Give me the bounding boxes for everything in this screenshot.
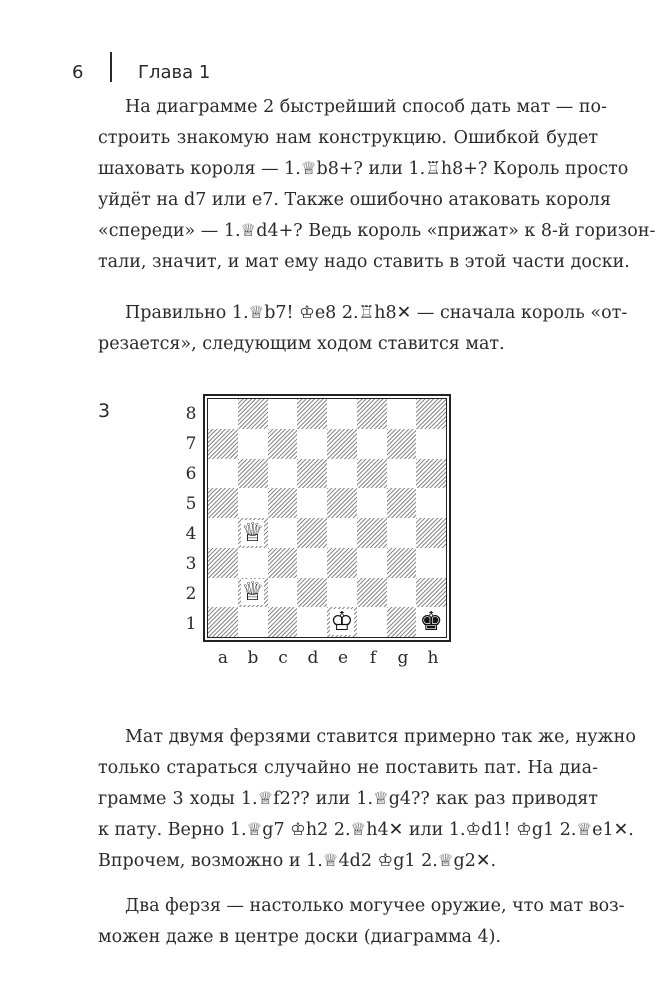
square-d4 bbox=[297, 518, 327, 548]
square-f1 bbox=[357, 607, 387, 637]
square-d3 bbox=[297, 548, 327, 578]
white-queen-b4-icon: ♕ bbox=[240, 517, 265, 548]
square-f4 bbox=[357, 518, 387, 548]
paragraph-2 bbox=[98, 298, 628, 360]
square-c7 bbox=[268, 429, 298, 459]
rank-label: 2 bbox=[185, 584, 197, 604]
rank-label: 5 bbox=[185, 494, 197, 514]
text-line: можен даже в центре доски (диаграмма 4). bbox=[98, 927, 502, 947]
page-number: 6 bbox=[72, 62, 84, 83]
square-a7 bbox=[208, 429, 238, 459]
square-e5 bbox=[327, 488, 357, 518]
square-g4 bbox=[387, 518, 417, 548]
file-label: h bbox=[427, 648, 439, 668]
square-h3 bbox=[416, 548, 446, 578]
rank-label: 6 bbox=[185, 464, 197, 484]
text-line: Мат двумя ферзями ставится примерно так же, нужно bbox=[125, 727, 636, 747]
square-a5 bbox=[208, 488, 238, 518]
file-label: d bbox=[307, 648, 319, 668]
text-line: «спереди» — 1.♕d4+? Ведь король «прижат» к 8-й горизон- bbox=[98, 221, 656, 241]
square-d5 bbox=[297, 488, 327, 518]
text-line: Впрочем, возможно и 1.♕4d2 ♔g1 2.♕g2✕. bbox=[98, 851, 497, 871]
square-a6 bbox=[208, 459, 238, 489]
header-divider bbox=[110, 52, 112, 82]
square-c6 bbox=[268, 459, 298, 489]
square-e7 bbox=[327, 429, 357, 459]
square-b2 bbox=[238, 578, 268, 608]
text-line: строить знакомую нам конструкцию. Ошибкой будет bbox=[98, 128, 598, 148]
square-a3 bbox=[208, 548, 238, 578]
file-label: f bbox=[369, 648, 377, 668]
square-g8 bbox=[387, 399, 417, 429]
square-h7 bbox=[416, 429, 446, 459]
square-c2 bbox=[268, 578, 298, 608]
square-f3 bbox=[357, 548, 387, 578]
square-e2 bbox=[327, 578, 357, 608]
file-label: c bbox=[278, 648, 288, 668]
square-d1 bbox=[297, 607, 327, 637]
square-g3 bbox=[387, 548, 417, 578]
square-c5 bbox=[268, 488, 298, 518]
square-b7 bbox=[238, 429, 268, 459]
rank-label: 4 bbox=[185, 524, 197, 544]
square-c3 bbox=[268, 548, 298, 578]
paragraph-3 bbox=[98, 722, 636, 877]
square-a4 bbox=[208, 518, 238, 548]
diagram-number: 3 bbox=[98, 400, 111, 422]
square-g5 bbox=[387, 488, 417, 518]
square-a8 bbox=[208, 399, 238, 429]
square-b4 bbox=[238, 518, 268, 548]
square-f6 bbox=[357, 459, 387, 489]
text-line: На диаграмме 2 быстрейший способ дать мат — по- bbox=[125, 97, 607, 117]
square-e6 bbox=[327, 459, 357, 489]
file-label: e bbox=[337, 648, 349, 668]
text-line: резается», следующим ходом ставится мат. bbox=[98, 334, 505, 354]
white-queen-b2-icon: ♕ bbox=[240, 577, 265, 608]
square-h2 bbox=[416, 578, 446, 608]
square-d7 bbox=[297, 429, 327, 459]
board-grid bbox=[208, 399, 446, 637]
square-b3 bbox=[238, 548, 268, 578]
square-c8 bbox=[268, 399, 298, 429]
text-line: тали, значит, и мат ему надо ставить в этой части доски. bbox=[98, 252, 630, 272]
rank-label: 1 bbox=[185, 614, 197, 634]
text-line: только стараться случайно не поставить пат. На диа- bbox=[98, 758, 598, 778]
square-c4 bbox=[268, 518, 298, 548]
square-d2 bbox=[297, 578, 327, 608]
square-h6 bbox=[416, 459, 446, 489]
square-b6 bbox=[238, 459, 268, 489]
square-f7 bbox=[357, 429, 387, 459]
paragraph-1 bbox=[98, 92, 656, 278]
square-b8 bbox=[238, 399, 268, 429]
rank-label: 7 bbox=[185, 434, 197, 454]
square-b5 bbox=[238, 488, 268, 518]
square-h5 bbox=[416, 488, 446, 518]
paragraph-4 bbox=[98, 891, 625, 953]
square-e4 bbox=[327, 518, 357, 548]
file-label: g bbox=[397, 648, 409, 668]
square-g1 bbox=[387, 607, 417, 637]
white-king-e1-icon: ♔ bbox=[330, 607, 354, 638]
square-f8 bbox=[357, 399, 387, 429]
square-h4 bbox=[416, 518, 446, 548]
chapter-title: Глава 1 bbox=[138, 62, 211, 83]
square-d6 bbox=[297, 459, 327, 489]
square-a2 bbox=[208, 578, 238, 608]
text-line: уйдёт на d7 или e7. Также ошибочно атаковать короля bbox=[98, 190, 611, 210]
file-label: a bbox=[217, 648, 229, 668]
rank-label: 8 bbox=[185, 404, 197, 424]
square-g7 bbox=[387, 429, 417, 459]
square-h1 bbox=[416, 607, 446, 637]
text-line: к пату. Верно 1.♕g7 ♔h2 2.♕h4✕ или 1.♔d1! ♔g1 2.♕e1✕. bbox=[98, 820, 634, 840]
square-f2 bbox=[357, 578, 387, 608]
black-king-h1-icon: ♚ bbox=[419, 607, 443, 638]
square-h8 bbox=[416, 399, 446, 429]
text-line: грамме 3 ходы 1.♕f2?? или 1.♕g4?? как раз приводят bbox=[98, 789, 598, 809]
square-e8 bbox=[327, 399, 357, 429]
square-c1 bbox=[268, 607, 298, 637]
square-e3 bbox=[327, 548, 357, 578]
chess-board bbox=[203, 394, 451, 642]
square-e1 bbox=[327, 607, 357, 637]
square-d8 bbox=[297, 399, 327, 429]
square-g6 bbox=[387, 459, 417, 489]
file-label: b bbox=[247, 648, 259, 668]
square-a1 bbox=[208, 607, 238, 637]
square-b1 bbox=[238, 607, 268, 637]
text-line: Правильно 1.♕b7! ♔e8 2.♖h8✕ — сначала король «от- bbox=[125, 303, 628, 323]
board-inner-border bbox=[207, 398, 447, 638]
square-f5 bbox=[357, 488, 387, 518]
square-g2 bbox=[387, 578, 417, 608]
rank-label: 3 bbox=[185, 554, 197, 574]
text-line: шаховать короля — 1.♕b8+? или 1.♖h8+? Король просто bbox=[98, 159, 629, 179]
text-line: Два ферзя — настолько могучее оружие, что мат воз- bbox=[125, 896, 625, 916]
